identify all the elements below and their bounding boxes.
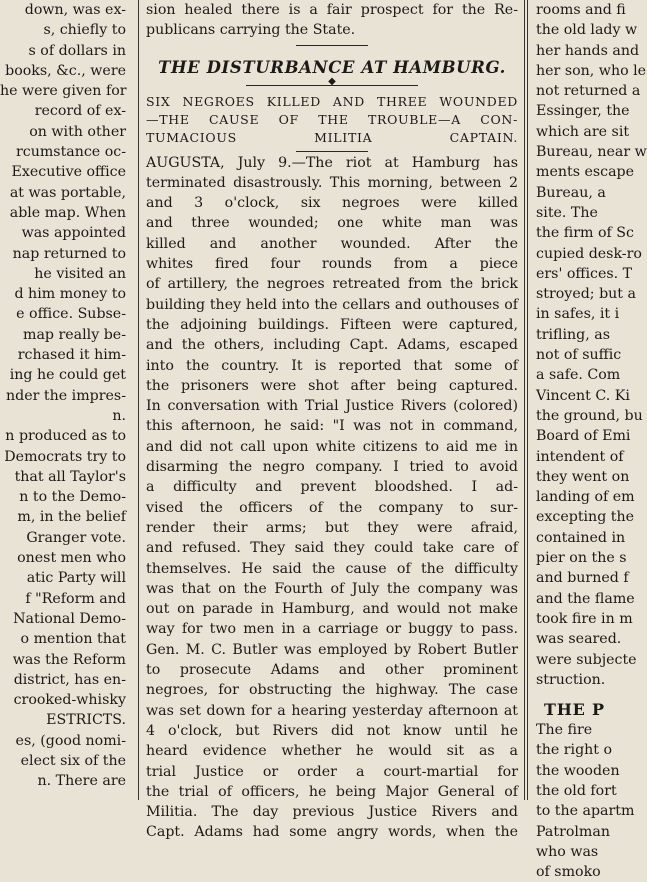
text-line: n to the Demo- [19,489,126,506]
body-text-line: of artillery, the negroes retreated from the brick [146,276,518,293]
text-line: struction. [536,671,606,688]
text-line: and the flame [536,590,635,607]
text-line: The fire [536,722,593,739]
text-line: her hands and [536,42,640,59]
text-line: and burned f [536,570,629,587]
column-rule-right [524,0,525,800]
text-line: National Demo- [13,610,126,627]
body-text-line: building they held into the cellars and outhouses of [146,296,518,313]
body-text-line: render their arms; but they were afraid, [146,519,518,536]
body-text-line: vised the officers of the company to sur- [146,499,518,516]
body-text-line: out on parade in Hamburg, and would not make [146,601,518,618]
text-line: cupied desk-ro [536,245,642,262]
text-line: rooms and fi [536,2,626,18]
body-text-line: was that on the Fourth of July the company was [146,580,518,597]
text-line: able map. When [9,204,126,221]
text-line: were subjecte [536,651,637,668]
text-line: not returned a [536,83,641,100]
text-line: ing he could get [9,367,126,384]
text-line: books, &c., were [5,62,126,79]
text-line: which are sit [536,123,630,140]
body-text-line: this afternoon, he said: "I was not in command, [146,418,518,435]
body-text-line: and did not call upon white citizens to aid me in [146,438,518,455]
text-line: record of ex- [34,103,126,120]
body-text-line: terminated disastrously. This morning, between 2 [146,174,518,191]
body-text-line: themselves. He said the cause of the difficulty [146,560,518,577]
text-line: the old fort [536,782,617,799]
text-line: d him money to [14,286,126,303]
middle-column [146,0,518,841]
text-line: of smoko [536,864,601,881]
text-line: was seared. [536,631,622,648]
subheading-line: TUMACIOUS MILITIA CAPTAIN. [146,129,518,145]
text-line: to the apartm [536,803,635,820]
subheading-line: SIX NEGROES KILLED AND THREE WOUNDED [146,93,518,109]
text-line: they went on [536,468,630,485]
text-line: landing of em [536,489,635,506]
text-line: he were given for [0,83,127,100]
body-text-line: AUGUSTA, July 9.—The riot at Hamburg has [146,154,518,171]
body-text-line: and refused. They said they could take care of [146,540,518,557]
body-text-line: to prosecute Adams and other prominent [146,662,518,679]
text-line: not of suffic [536,347,622,364]
text-line: atic Party will [26,570,126,587]
text-line: he visited an [34,265,126,282]
text-line: n. There are [37,773,126,790]
body-text-line: way for two men in a carriage or buggy to pass. [146,621,518,638]
text-line: m, in the belief [17,509,126,526]
text-line: rchased it him- [17,347,126,364]
text-line: rcumstance oc- [15,144,126,161]
body-text-line: trial Justice or order a court-martial for [146,763,518,780]
text-line: publicans carrying the State. [146,22,356,39]
body-text-line: disarming the negro company. I tried to avoid [146,459,518,476]
subheading-line: —THE CAUSE OF THE TROUBLE—A CON- [146,111,518,127]
body-text-line: heard evidence whether he would sit as a [146,743,518,760]
text-line: elect six of the [20,752,126,769]
body-text-line: was set down for a hearing yesterday afternoon at [146,702,518,719]
text-line: contained in [536,529,626,546]
text-line: map really be- [22,326,126,343]
body-text-line: and 3 o'clock, six negroes were killed [146,195,518,212]
text-line: the firm of Sc [536,225,634,242]
text-line: Patrolman [536,823,610,840]
text-line: crooked-whisky [13,692,126,709]
column-rule-right-inner [527,0,528,800]
section-heading: THE P [544,700,605,720]
text-line: n. [112,407,126,424]
text-line: took fire in m [536,610,633,627]
text-line: es, (good nomi- [15,732,126,749]
text-line: Executive office [11,164,126,181]
article-headline: THE DISTURBANCE AT HAMBURG. [158,57,506,77]
text-line: onest men who [17,550,126,567]
text-line: s of dollars in [28,42,126,59]
body-text-line: the trial of officers, he being Major General of [146,783,518,800]
body-text-line: Gen. M. C. Butler was employed by Robert Butler [146,641,518,658]
text-line: that all Taylor's [14,468,126,485]
text-line: ments escape [536,164,635,181]
text-line: n produced as to [5,428,126,445]
text-line: district, has en- [13,671,126,688]
separator-rule [146,41,518,51]
text-line: f "Reform and [25,590,126,607]
text-line: the ground, bu [536,407,643,424]
text-line: nap returned to [12,245,126,262]
text-line: her son, who le [536,62,647,79]
text-line: s, chiefly to [43,22,126,39]
text-line: nder the impres- [6,387,126,404]
text-line: Granger vote. [26,529,126,546]
text-line: the wooden [536,762,620,779]
body-text-line: the prisoners were shot after being captured. [146,377,518,394]
text-line: o mention that [20,631,126,648]
ornament-rule [146,79,518,93]
text-line: trifling, as [536,326,610,343]
text-line: ESTRICTS. [46,712,126,729]
text-line: was the Reform [12,651,126,668]
text-line: on with other [29,123,126,140]
right-column [532,0,647,881]
column-rule-left [138,0,139,800]
body-text-line: In conversation with Trial Justice Rivers (colored) [146,398,518,415]
text-line: Essinger, the [536,103,630,120]
body-text-line: into the country. It is reported that some of [146,357,518,374]
text-line: a safe. Com [536,367,621,384]
text-line: site. The [536,204,598,221]
body-text-line: Militia. The day previous Justice Rivers and [146,804,518,821]
body-text-line: negroes, for obstructing the highway. The case [146,682,518,699]
body-text-line: Capt. Adams had some angry words, when the [146,824,518,841]
text-line: stroyed; but a [536,286,636,303]
body-text-line: killed and another wounded. After the [146,235,518,252]
body-text-line: a difficulty and prevent bloodshed. I ad- [146,479,518,496]
body-text-line: and three wounded; one white man was [146,215,518,232]
text-line: Bureau, near w [536,144,647,161]
text-line: was appointed [21,225,126,242]
text-line: Bureau, a [536,184,606,201]
text-line: who was [536,843,599,860]
text-line: sion healed there is a fair prospect for the Re- [146,2,518,18]
text-line: at was portable, [9,184,126,201]
left-column [0,0,132,800]
text-line: excepting the [536,509,635,526]
text-line: the right o [536,742,613,759]
text-line: pier on the s [536,550,627,567]
text-line: Democrats try to [4,448,126,465]
text-line: in safes, it i [536,306,620,323]
text-line: Board of Emi [536,428,631,445]
text-line: intendent of [536,448,624,465]
text-line: down, was ex- [24,2,126,18]
separator-rule [146,147,518,153]
body-text-line: 4 o'clock, but Rivers did not know until he [146,722,518,739]
text-line: Vincent C. Ki [536,387,630,404]
body-text-line: whites fired four rounds from a piece [146,256,518,273]
text-line: the old lady w [536,22,638,39]
body-text-line: the adjoining buildings. Fifteen were captured, [146,316,518,333]
body-text-line: and the others, including Capt. Adams, escaped [146,337,518,354]
text-line: ers' offices. T [536,265,633,282]
text-line: e office. Subse- [16,306,126,323]
